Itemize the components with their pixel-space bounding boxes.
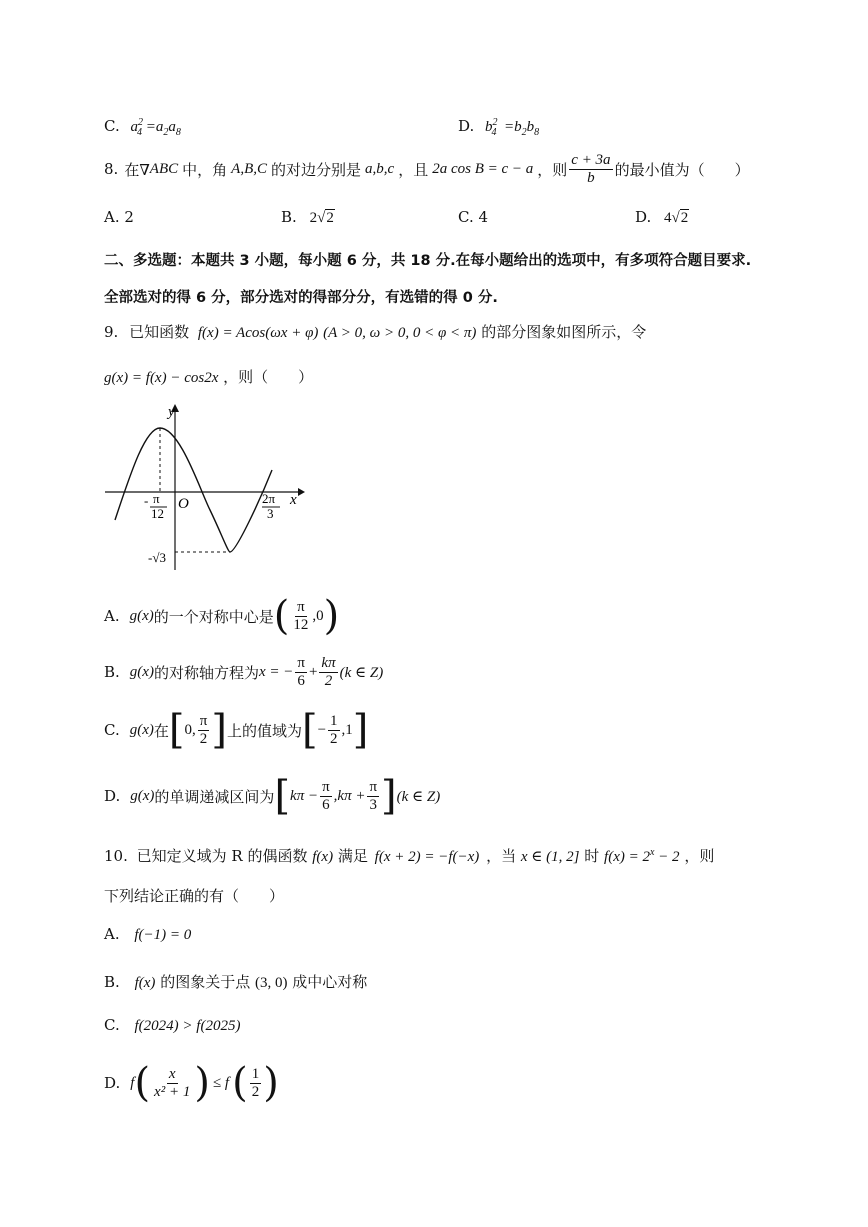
q9-optc-neg: − bbox=[317, 721, 327, 738]
cosine-curve bbox=[115, 428, 272, 552]
q9-optd-tail: (k ∈ Z) bbox=[396, 788, 441, 805]
q8-optd-value: 4√2 bbox=[664, 210, 689, 226]
question-number: 9. bbox=[104, 323, 119, 341]
paren-left-2: ( bbox=[232, 1060, 248, 1106]
q10-optd-f: f bbox=[130, 1074, 135, 1091]
left-tick-den: 12 bbox=[151, 506, 164, 521]
q8-angles: A,B,C bbox=[231, 160, 267, 177]
q9-text-a: 已知函数 bbox=[129, 323, 190, 341]
q10-text-d: 时 bbox=[584, 847, 600, 865]
q8-text-e: ，则 bbox=[537, 160, 568, 179]
q9-optb-frac1: $\frac{\pi}{6}$ bbox=[297, 655, 305, 689]
q10-optb-tail: 成中心对称 bbox=[292, 973, 368, 991]
q8-option-d bbox=[635, 208, 689, 227]
q10-relation: f(x + 2) = −f(−x) bbox=[374, 849, 480, 865]
section-heading bbox=[104, 249, 751, 307]
q9-optd-frac1: $\frac{\pi}{6}$ bbox=[322, 779, 330, 813]
paren-right-2: ) bbox=[263, 1060, 279, 1106]
section-heading-line2: 全部选对的得 6 分，部分选对的得部分分，有选错的得 0 分. bbox=[104, 290, 498, 306]
option-label: C. bbox=[104, 721, 120, 739]
q7-optd-rhs: $b_2b_8$ bbox=[514, 119, 540, 138]
q8-opt-a-text: A. 2 bbox=[104, 208, 134, 226]
q10-optb-point: (3, 0) bbox=[254, 975, 288, 991]
q10-text-a: 已知定义域为 R 的偶函数 bbox=[136, 847, 308, 865]
q10-line2-text: 下列结论正确的有（ ） bbox=[104, 887, 285, 905]
q10-fx: f(x) bbox=[312, 849, 334, 865]
q10-option-d bbox=[104, 1060, 279, 1106]
q9-optb-x: x = − bbox=[258, 663, 294, 680]
q10-condition: x ∈ (1, 2] bbox=[520, 849, 580, 865]
q9-optd-g: g(x) bbox=[130, 787, 155, 804]
q10-optd-frac1: $\frac{x}{\text{x² + 1}}$ bbox=[154, 1066, 191, 1100]
q8-optb-value: 2√2 bbox=[309, 210, 334, 226]
q9-stem-line1 bbox=[104, 321, 646, 342]
y-label: y bbox=[168, 404, 175, 420]
q10-option-b bbox=[104, 971, 367, 992]
q9-g-definition: g(x) = f(x) − cos2x bbox=[104, 370, 219, 386]
q9-optb-frac2: $\frac{k\pi}{2}$ bbox=[321, 655, 336, 689]
bracket-right: ] bbox=[381, 773, 397, 819]
q8-opt-c-text: C. 4 bbox=[458, 208, 489, 226]
section-heading-line1: 二、多选题：本题共 3 小题，每小题 6 分，共 18 分.在每小题给出的选项中，有多项符合题目要求. bbox=[104, 253, 752, 269]
option-label: D. bbox=[458, 117, 475, 135]
q10-optb-f: f(x) bbox=[134, 975, 156, 991]
question-number: 8. bbox=[104, 160, 119, 178]
q8-triangle: ABC bbox=[149, 160, 179, 177]
q9-optc-frac: $\frac{\pi}{2}$ bbox=[199, 713, 208, 747]
q9-optc-in: 在 bbox=[153, 721, 169, 740]
q10-definition: $f(x) = 2^x - 2$ bbox=[604, 847, 680, 865]
q9-graph bbox=[100, 400, 310, 580]
q9-opta-frac: $\frac{\pi}{12}$ bbox=[293, 599, 309, 633]
x-axis-arrow bbox=[298, 488, 305, 496]
q9-optc-g: g(x) bbox=[129, 721, 154, 738]
q8-option-b bbox=[281, 208, 335, 227]
q10-option-c bbox=[104, 1016, 240, 1035]
option-label: B. bbox=[104, 973, 120, 991]
origin-label: O bbox=[178, 496, 189, 512]
q9-optc-frac2: $\frac{1}{2}$ bbox=[330, 713, 338, 747]
min-label: -√3 bbox=[148, 550, 166, 565]
q8-frac-num: c + 3a bbox=[571, 152, 611, 168]
option-label: D. bbox=[635, 208, 652, 226]
option-label: C. bbox=[104, 1016, 120, 1034]
q10-optd-le: ≤ f bbox=[212, 1074, 230, 1091]
q9-optd-frac2: $\frac{\pi}{3}$ bbox=[369, 779, 378, 813]
q8-text-a: 在∇ bbox=[124, 160, 150, 179]
left-tick-num: π bbox=[153, 491, 160, 506]
q8-stem bbox=[104, 152, 750, 186]
option-label: B. bbox=[281, 208, 297, 226]
q8-option-c bbox=[458, 208, 488, 226]
q10-opta-expr: f(−1) = 0 bbox=[134, 927, 192, 943]
paren-left: ( bbox=[273, 593, 290, 639]
q8-option-a bbox=[104, 208, 134, 226]
q9-condition: (A > 0, ω > 0, 0 < φ < π) bbox=[323, 325, 477, 341]
q10-optb-text: 的图象关于点 bbox=[160, 973, 251, 991]
q9-text-c: ，则（ ） bbox=[223, 368, 314, 386]
q9-optc-zero: 0, bbox=[184, 721, 196, 738]
q8-equation: 2a cos B = c − a bbox=[432, 160, 534, 177]
q9-optd-k1: kπ − bbox=[290, 787, 319, 804]
q8-sides: a,b,c bbox=[365, 160, 395, 177]
q9-option-c bbox=[104, 708, 368, 752]
q7-optd-expr: $b^2_4 =b_2b_8$ bbox=[485, 117, 540, 138]
q9-optb-g: g(x) bbox=[129, 663, 154, 680]
q10-text-c: ，当 bbox=[486, 847, 517, 865]
bracket-right-2: ] bbox=[352, 707, 369, 753]
q9-function: f(x) = Acos(ωx + φ) bbox=[197, 325, 319, 341]
paren-right: ) bbox=[323, 593, 340, 639]
q9-graph-svg bbox=[100, 400, 310, 580]
question-number: 10. bbox=[104, 847, 128, 865]
right-tick-den: 3 bbox=[267, 506, 274, 521]
option-label: A. bbox=[104, 925, 120, 943]
q7-optc-rhs: $a_2a_8$ bbox=[155, 119, 181, 138]
q10-option-a bbox=[104, 925, 191, 944]
bracket-left: [ bbox=[274, 773, 291, 819]
q9-optc-text: 上的值域为 bbox=[226, 721, 302, 740]
q7-option-c bbox=[104, 117, 181, 138]
bracket-left-2: [ bbox=[301, 707, 318, 753]
option-label: A. bbox=[104, 607, 120, 625]
q10-stem-line2 bbox=[104, 885, 284, 906]
option-label: B. bbox=[104, 663, 120, 681]
q10-stem-line1 bbox=[104, 845, 714, 866]
q9-stem-line2 bbox=[104, 366, 313, 387]
q10-optc-expr: f(2024) > f(2025) bbox=[134, 1018, 241, 1034]
bracket-right: ] bbox=[211, 707, 227, 753]
q9-optc-tail: ,1 bbox=[341, 721, 353, 738]
q7-option-d bbox=[458, 117, 539, 138]
paren-right: ) bbox=[194, 1060, 210, 1106]
q8-text-d: ，且 bbox=[398, 160, 429, 179]
left-tick-sign: - bbox=[144, 493, 149, 508]
q8-text-b: 中，角 bbox=[182, 160, 228, 179]
q9-opta-text: 的一个对称中心是 bbox=[153, 607, 274, 626]
q9-optd-text: 的单调递减区间为 bbox=[154, 787, 275, 806]
q9-optd-k2: ,kπ + bbox=[333, 787, 366, 804]
q9-optb-text: 的对称轴方程为 bbox=[153, 663, 259, 682]
paren-left: ( bbox=[134, 1060, 151, 1106]
q9-option-a bbox=[104, 593, 340, 639]
q9-option-b bbox=[104, 652, 383, 692]
q8-text-f: 的最小值为（ ） bbox=[614, 160, 750, 179]
option-label: D. bbox=[104, 1074, 121, 1092]
q9-opta-g: g(x) bbox=[129, 607, 154, 624]
right-tick-num: 2π bbox=[262, 491, 276, 506]
q10-optd-frac2: $\frac{1}{2}$ bbox=[251, 1066, 260, 1100]
q8-frac-den: b bbox=[587, 169, 595, 186]
q10-text-e: ，则 bbox=[684, 847, 715, 865]
bracket-left: [ bbox=[168, 707, 185, 753]
q9-opta-tail: ,0 bbox=[312, 607, 324, 624]
q9-option-d bbox=[104, 774, 440, 818]
q9-optb-plus: + bbox=[308, 663, 318, 680]
q8-fraction bbox=[569, 152, 612, 186]
option-label: D. bbox=[104, 787, 121, 805]
q8-text-c: 的对边分别是 bbox=[271, 160, 362, 179]
option-label: C. bbox=[104, 117, 120, 135]
x-label: x bbox=[290, 492, 297, 508]
q10-text-b: 满足 bbox=[337, 847, 368, 865]
q7-optc-expr: $a^2_4 =a_2a_8$ bbox=[130, 117, 181, 138]
q9-optb-tail: (k ∈ Z) bbox=[339, 664, 384, 681]
q9-text-b: 的部分图象如图所示，令 bbox=[481, 323, 647, 341]
